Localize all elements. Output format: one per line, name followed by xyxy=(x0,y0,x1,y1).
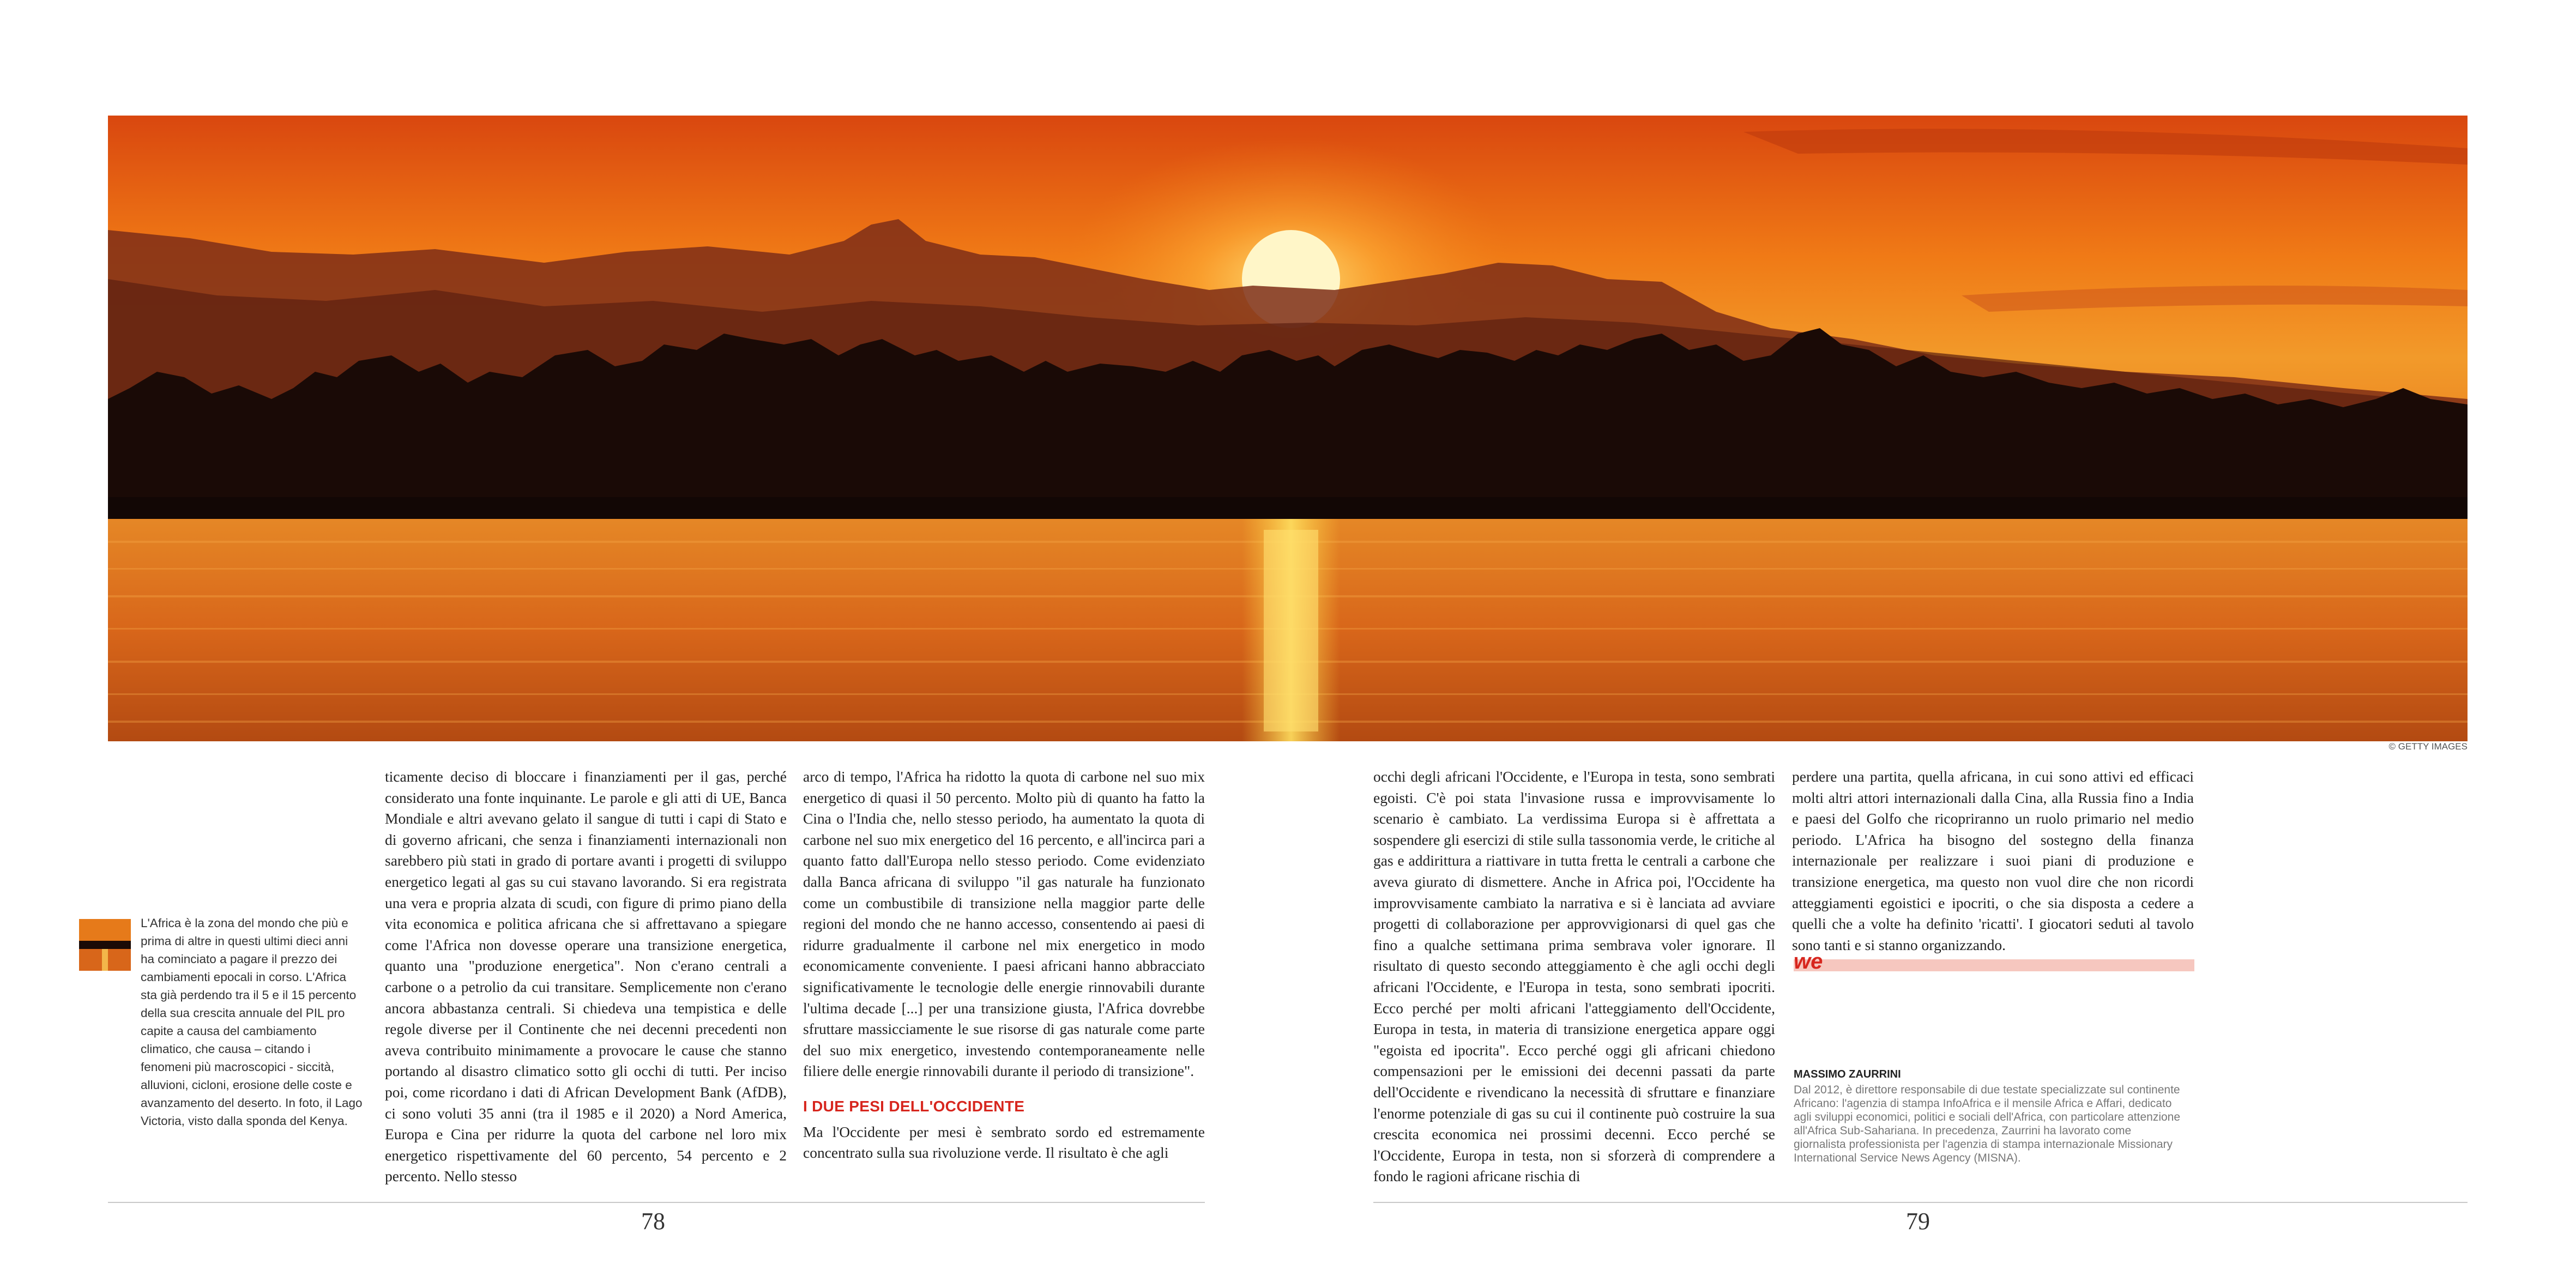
column-4-text: perdere una partita, quella africana, in cui sono attivi ed efficaci molti altri attori internazionali dalla Cina, alla Russia fino a India e paesi del Golfo che ricopriranno un ruolo primario nel medio periodo. L'Africa ha bisogno del sostegno della finanza internazionale per realizzare i suoi piani di produzione e transizione energetica, ma questo non vuol dire che non ricordi atteggiamenti egoistici e ipocriti, o che sia disposta a cedere a quelli che a volte ha definito 'ricatti'. I giocatori seduti al tavolo sono tanti e si stanno organizzando. xyxy=(1792,768,2194,953)
section-subhead: I DUE PESI DELL'OCCIDENTE xyxy=(803,1097,1025,1115)
footer-rule-right xyxy=(1373,1202,2468,1203)
photo-caption: L'Africa è la zona del mondo che più e prima di altre in questi ultimi dieci anni ha cominciato a pagare il prezzo dei cambiamenti epocali in corso. L'Africa sta già perdendo tra il 5 e il 15 percento della sua crescita annuale del PIL pro capite a causa del cambiamento climatico, che causa – citando i fenomeni più macroscopici - siccità, alluvioni, cicloni, erosione delle coste e avanzamento del deserto. In foto, il Lago Victoria, visto dalla sponda del Kenya. xyxy=(141,916,363,1128)
article-column-1 xyxy=(385,766,787,1187)
article-column-4 xyxy=(1792,766,2194,956)
column-3-text: occhi degli africani l'Occidente, e l'Europa in testa, sono sembrati egoisti. C'è poi stata l'invasione russa e improvvisamente lo scenario è cambiato. La verdissima Europa si è affrettata a sospendere gli esercizi di stile sulla tassonomia verde, le critiche al gas e addirittura a riattivare in tutta fretta le centrali a carbone che aveva giurato di dismettere. Anche in Africa poi, l'Occidente ha improvvisamente cambiato la narrativa e si è lanciata ad avviare progetti di collaborazione per approvvigionarsi di quel gas che fino a qualche settimana prima sembrava voler ignorare. Il risultato di questo secondo atteggiamento è che agli occhi degli africani l'Occidente, e l'Europa in testa, sono sembrati ipocriti. Ecco perché per molti africani l'atteggiamento dell'Occidente, Europa in testa, in materia di transizione energetica appare oggi "egoista ed ipocrita". Ecco perché oggi gli africani chiedono compensazioni per le emissioni dei decenni passati da parte dell'Occidente e rivendicano la necessità di sfruttare e finanziare l'enorme potenziale di gas su cui il continente può costruire la sua crescita economica nei prossimi decenni. Ecco perché se l'Occidente, Europa in testa, non si sforzerà di comprendere a fondo le ragioni africane rischia di xyxy=(1373,768,1775,1185)
footer-rule-left xyxy=(108,1202,1205,1203)
we-logo: we xyxy=(1794,950,1823,973)
end-mark-bar xyxy=(1794,959,2194,971)
column-2-text-continued: Ma l'Occidente per mesi è sembrato sordo ed estremamente concentrato sulla sua rivoluzione verde. Il risultato è che agli xyxy=(803,1123,1205,1162)
author-name: MASSIMO ZAURRINI xyxy=(1794,1068,1901,1080)
column-2-text: arco di tempo, l'Africa ha ridotto la quota di carbone nel suo mix energetico di quasi il 50 percento. Molto più di quanto ha fatto la Cina o l'India che, nello stesso periodo, ha aumentato la quota di carbone nel suo mix energetico del 16 percento, e all'incirca pari a quanto fatto dall'Europa nello stesso periodo. Come evidenziato dalla Banca africana di sviluppo "il gas naturale ha funzionato come un combustibile di transizione nella maggior parte delle regioni del mondo che ne hanno accesso, consentendo ai paesi di ridurre gradualmente il carbone nel mix energetico in modo economicamente conveniente. I paesi africani hanno abbracciato significativamente le tecnologie delle energie rinnovabili durante l'ultima decade [...] per una transizione giusta, l'Africa dovrebbe sfruttare massicciamente le sue risorse di gas naturale come parte del suo mix energetico, investendo contemporaneamente nelle filiere delle energie rinnovabili durante il periodo di transizione". xyxy=(803,768,1205,1080)
photo-credit: © GETTY IMAGES xyxy=(2388,741,2468,752)
caption-thumbnail xyxy=(79,919,131,971)
author-description: Dal 2012, è direttore responsabile di due testate specializzate sul continente Africano: l'agenzia di stampa InfoAfrica e il mensile Africa e Affari, dedicato agli sviluppi economici, politici e sociali dell'Africa, con particolare attenzione all'Africa Sub-Sahariana. In precedenza, Zaurrini ha lavorato come giornalista professionista per l'agenzia di stampa internazionale Missionary International Service News Agency (MISNA). xyxy=(1794,1084,2181,1164)
sunset-image xyxy=(108,116,2468,741)
column-1-text: ticamente deciso di bloccare i finanziamenti per il gas, perché considerato una fonte inquinante. Le parole e gli atti di UE, Banca Mondiale e altri avevano gelato il sangue di tutti i capi di Stato e di governo africani, che senza i finanziamenti internazionali non sarebbero più stati in grado di portare avanti i progetti di sviluppo energetico legati al gas su cui stavano lavorando. Si era registrata una vera e propria alzata di scudi, con figure di primo piano della vita economica e politica africana che si affrettavano a spiegare come l'Africa non dovesse operare una transizione energetica, quanto una "produzione energetica". Non c'erano centrali a carbone o a petrolio da cui transitare. Semplicemente non c'erano ancora abbastanza centrali. Si chiedeva una tempistica e delle regole diverse per il Continente che nei decenni precedenti non aveva contribuito minimamente a provocare le cause che stanno portando al disastro climatico sotto gli occhi di tutti. Per inciso poi, come ricordano i dati di African Development Bank (AfDB), ci sono voluti 35 anni (tra il 1985 e il 2020) a Nord America, Europa e Cina per ridurre la quota del carbone nel loro mix energetico rispettivamente del 60 percento, 54 percento e 2 percento. Nello stesso xyxy=(385,768,787,1185)
page-number-left: 78 xyxy=(641,1208,665,1235)
article-column-3 xyxy=(1373,766,1775,1187)
page-number-right: 79 xyxy=(1906,1208,1930,1235)
article-column-2 xyxy=(803,766,1205,1164)
author-bio xyxy=(1794,1068,2186,1165)
hero-photo xyxy=(108,116,2468,741)
